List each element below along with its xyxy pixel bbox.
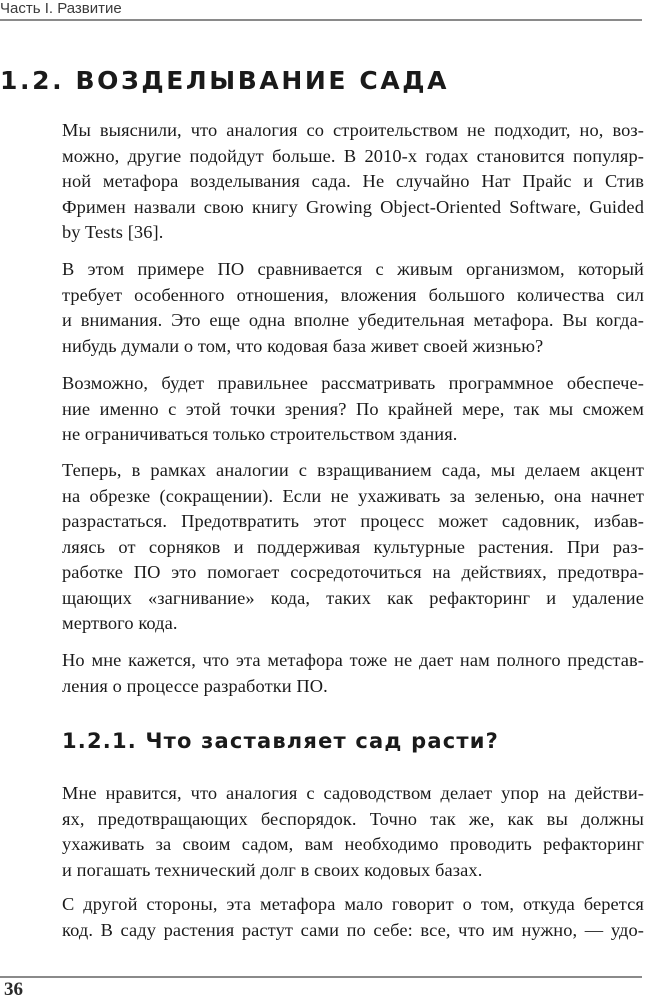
line: работке ПО это помогает сосредоточиться на действиях, предотвра- [62,562,644,582]
page-number: 36 [4,979,23,1000]
line: не ограничиваться только строительством здания. [62,424,458,444]
line: Возможно, будет правильнее рассматривать программное обеспече- [62,373,644,393]
section-heading: 1.2. ВОЗДЕЛЫВАНИЕ САДА [0,66,450,95]
line: требует особенного отношения, вложения большого количества сил [62,284,644,305]
line: Мы выяснили, что аналогия со строительством не подходит, но, воз- [62,120,644,140]
line: В этом примере ПО сравнивается с живым организмом, который [62,259,644,279]
line: by Tests [36]. [62,222,164,242]
line: щающих «загнивание» кода, таких как рефакторинг и удаление [62,587,644,608]
line: ной метафора возделывания сада. Не случайно Нат Прайс и Стив [62,171,644,191]
line: ляясь от сорняков и поддерживая культурные растения. При раз- [62,536,644,557]
paragraph-4 [62,458,644,637]
line: ухаживать за своим садом, вам необходимо проводить рефакторинг [62,834,644,854]
line: Но мне кажется, что эта метафора тоже не дает нам полного представ- [62,650,644,670]
line: разрастаться. Предотвратить этот процесс может садовник, избав- [62,511,644,531]
subsection-heading: 1.2.1. Что заставляет сад расти? [62,729,500,753]
top-rule [0,19,642,21]
line: ления о процессе разработки ПО. [62,675,328,696]
paragraph-7 [62,892,644,943]
paragraph-2 [62,257,644,359]
paragraph-5 [62,648,644,699]
line: и внимания. Это еще одна вполне убедительная метафора. Вы когда- [62,310,644,330]
line: на обрезке (сокращении). Если не ухаживать за зеленью, она начнет [62,485,644,506]
line: можно, другие подойдут больше. В 2010-х годах становится популяр- [62,145,644,166]
running-head: Часть I. Развитие [0,0,122,17]
paragraph-3 [62,371,644,448]
line: нибудь думали о том, что кодовая база живет своей жизнью? [62,335,544,356]
line: Фримен назвали свою книгу Growing Object-Oriented Software, Guided [62,196,644,217]
line: мертвого кода. [62,613,178,633]
line: Теперь, в рамках аналогии с взращиванием сада, мы делаем акцент [62,460,644,480]
line: код. В саду растения растут сами по себе: все, что им нужно, — удо- [62,919,644,940]
line: С другой стороны, эта метафора мало говорит о том, откуда берется [62,894,644,914]
line: ях, предотвращающих беспорядок. Точно так же, как вы должны [62,808,644,829]
line: ние именно с этой точки зрения? По крайней мере, так мы сможем [62,398,644,419]
paragraph-6 [62,781,644,883]
line: и погашать технический долг в своих кодовых базах. [62,859,483,880]
paragraph-1 [62,118,644,246]
bottom-rule [0,976,642,978]
line: Мне нравится, что аналогия с садоводством делает упор на действи- [62,783,644,803]
